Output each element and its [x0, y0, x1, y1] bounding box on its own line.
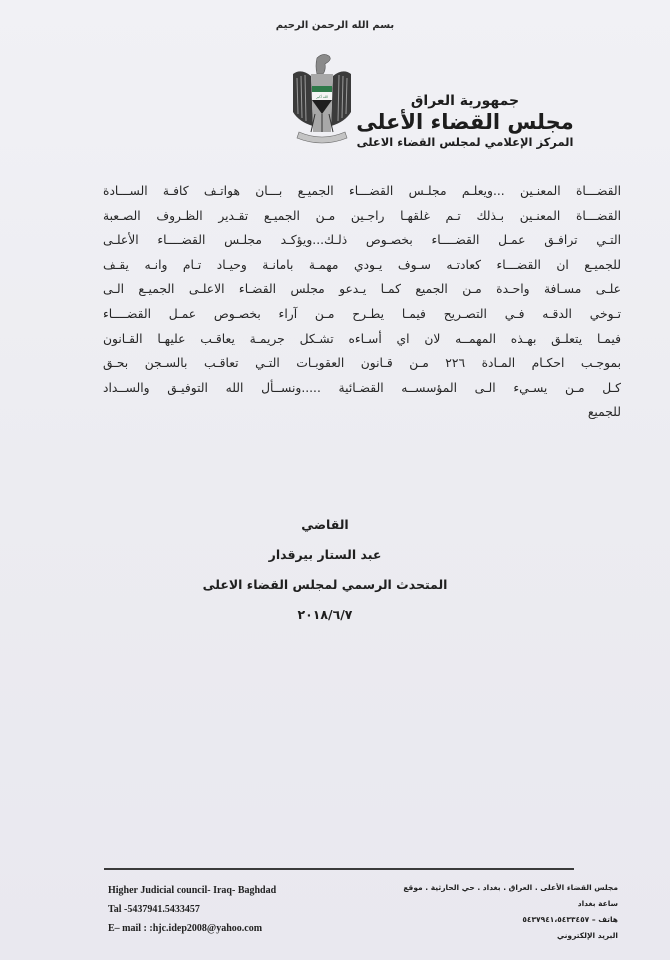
signer-position: المتحدث الرسمي لمجلس القضاء الاعلى	[202, 577, 448, 592]
signature-block	[190, 510, 460, 630]
footer-english	[108, 881, 358, 938]
body-line: فيمـا يتعلـق بهـذه المهمــه لان اي أسـاءه تشـكل جريمـة يعاقـب عليهـا القـانون	[103, 331, 621, 346]
body-line: علـى مسـافة واحـدة مـن الجميع كمـا يـدعو مجلس القضـاء الاعلـى الجميـع الـى	[103, 282, 621, 297]
department-name: المركز الإعلامي لمجلس القضاء الاعلى	[356, 135, 574, 149]
body-line: للجميع	[587, 405, 621, 420]
flag-shield	[312, 86, 332, 92]
eagle-left-wing	[293, 71, 313, 126]
basmala: بسم الله الرحمن الرحيم	[275, 20, 395, 31]
document-date: ٢٠١٨/٦/٧	[297, 607, 353, 622]
footer-arabic	[388, 880, 618, 944]
body-line: بموجـب احكـام المـادة ٢٢٦ مـن قـانون العقوبـات التـي تعاقـب بالسـجن بحـق	[103, 356, 621, 371]
body-line: القضـــاة المعنـين ...ويعلـم مجلـس القضـــاء الجميـع بـــان هواتـف كافـة الســـادة	[103, 184, 621, 198]
letterhead	[345, 92, 585, 150]
council-name: مجلس القضاء الأعلى	[356, 110, 574, 134]
footer-address-ar: مجلس القضاء الأعلى . العراق . بغداد . حي الحارثية . موقع ساعة بغداد	[403, 883, 618, 908]
footer-email-ar: البريد الإلكتروني	[557, 931, 618, 940]
emblem-text: الله أكبر	[316, 95, 328, 99]
signer-name: عبد الستار بيرقدار	[268, 547, 382, 562]
signer-title: القاضي	[301, 517, 349, 532]
footer-address-en: Higher Judicial council- Iraq- Baghdad	[108, 885, 277, 896]
body-line: للجميـع ان القضـــاء كعادتـه سـوف يـودي مهمـة بامانـة وحيـاد تـام وانـه يقـف	[103, 257, 621, 272]
body-line: التـي ترافـق عمـل القضــــاء بخصـوص ذلـك...ويؤكـد مجلـس القضــــاء الأعلـى	[103, 233, 621, 248]
footer-divider	[104, 868, 574, 870]
statement-body	[103, 179, 621, 425]
body-line: القضـــاة المعنـين بـذلك تـم غلقهـا راجـين مـن الجميـع تقـدير الظـروف الصـعبة	[103, 208, 621, 223]
body-line: كـل مـن يسـيء الـى المؤسســه القضـائية .....ونســأل الله التوفيـق والســداد	[103, 380, 621, 395]
footer-tel-en: Tal -5437941.5433457	[108, 904, 200, 915]
body-line: تـوخي الدقـه فـي التصـريح فيمـا يطـرح مـن آراء بخصـوص عمـل القضــــاء	[103, 306, 621, 321]
emblem-ribbon	[297, 132, 347, 143]
footer-email-en[interactable]: E– mail : :hjc.idep2008@yahoo.com	[108, 923, 263, 934]
country-name: جمهورية العراق	[410, 93, 520, 109]
footer-phone-ar: هاتف – ٥٤٣٧٩٤١،٥٤٣٣٤٥٧	[522, 915, 618, 924]
eagle-head	[316, 54, 330, 74]
